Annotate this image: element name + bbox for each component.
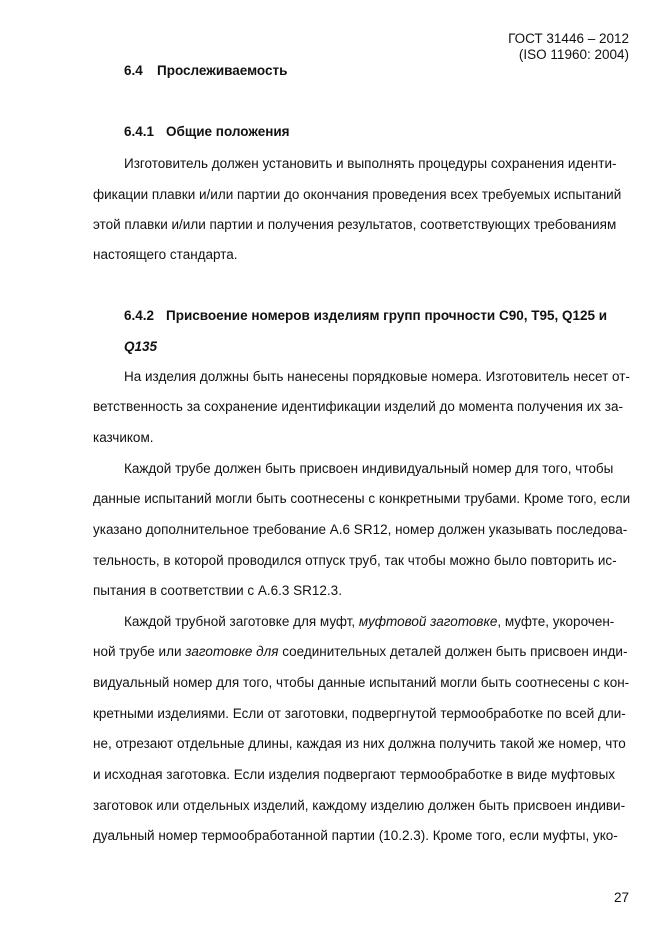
line-text-italic: муфтовой заготовке — [358, 614, 498, 629]
line-text-part: Каждой трубной заготовке для муфт, — [124, 614, 359, 629]
line-text: пытания в соответствии с A.6.3 SR12.3. — [93, 583, 342, 598]
line-text: Изготовитель должен установить и выполнять процедуры сохранения иденти- — [124, 156, 617, 171]
line-text: На изделия должны быть нанесены порядковые номера. Изготовитель несет от- — [124, 369, 630, 384]
line-text-italic: заготовке для — [185, 644, 279, 659]
line-text: кретными изделиями. Если от заготовки, подвергнутой термообработке по всей дли- — [93, 706, 626, 721]
page-number: 27 — [613, 890, 629, 905]
line-text: Каждой трубе должен быть присвоен индивидуальный номер для того, чтобы — [124, 461, 614, 476]
line-text: указано дополнительное требование A.6 SR12, номер должен указывать последова- — [93, 522, 628, 537]
section-number: 6.4.2 — [124, 308, 155, 323]
line-text: казчиком. — [93, 430, 154, 445]
line-text: этой плавки и/или партии и получения результатов, соответствующих требованиям — [93, 217, 617, 232]
section-title: Прослеживаемость — [157, 63, 288, 78]
line-text: ветственность за сохранение идентификации изделий до момента получения их за- — [93, 399, 623, 414]
section-title: Присвоение номеров изделиям групп прочности C90, T95, Q125 и — [166, 308, 608, 323]
section-number: 6.4.1 — [124, 124, 155, 139]
line-text-part: , муфте, укорочен- — [497, 614, 615, 629]
section-number: 6.4 — [124, 63, 143, 78]
line-text: настоящего стандарта. — [93, 247, 238, 262]
line-text — [93, 643, 627, 661]
line-text: тельность, в которой проводился отпуск труб, так чтобы можно было повторить ис- — [93, 553, 617, 568]
line-text: фикации плавки и/или партии до окончания проведения всех требуемых испытаний — [93, 187, 622, 202]
line-text: видуальный номер для того, чтобы данные испытаний могли быть соотнесены с кон- — [93, 675, 630, 690]
standard-code: ГОСТ 31446 – 2012 — [508, 31, 629, 46]
line-text: данные испытаний могли быть соотнесены с конкретными трубами. Кроме того, если — [93, 491, 631, 506]
line-text: дуальный номер термообработанной партии (10.2.3). Кроме того, если муфты, уко- — [93, 828, 618, 843]
line-text — [124, 613, 614, 631]
line-text-part: ной трубе или — [93, 644, 186, 659]
section-title: Общие положения — [166, 124, 290, 139]
section-title-cont: Q135 — [124, 339, 158, 354]
line-text: заготовок или отдельных изделий, каждому изделию должен быть присвоен индиви- — [93, 798, 626, 813]
line-text: и исходная заготовка. Если изделия подвергают термообработке в виде муфтовых — [93, 767, 616, 782]
document-header — [508, 31, 629, 63]
iso-reference: (ISO 11960: 2004) — [518, 47, 629, 62]
line-text-part: соединительных деталей должен быть присвоен инди- — [278, 644, 628, 659]
line-text: не, отрезают отдельные длины, каждая из них должна получить такой же номер, что — [93, 736, 626, 751]
